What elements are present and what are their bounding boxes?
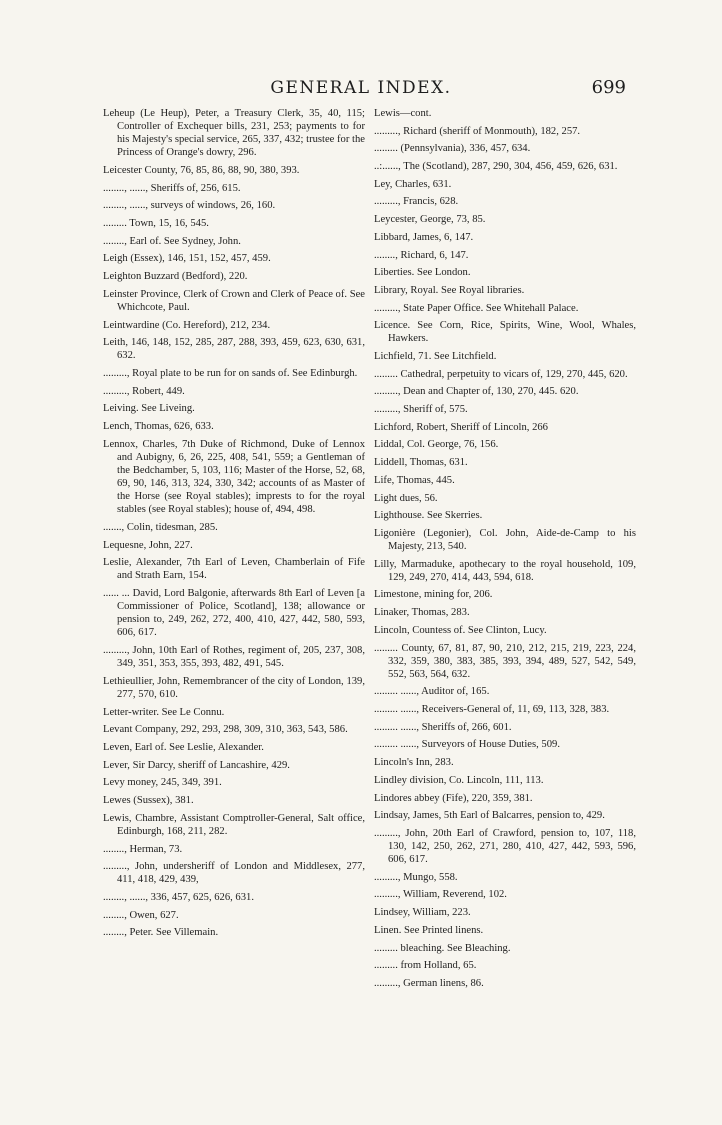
running-title: GENERAL INDEX. [270, 78, 452, 98]
index-entry: Liberties. See London. [374, 267, 471, 279]
index-entry: Liddell, Thomas, 631. [374, 457, 468, 469]
index-entry: Ley, Charles, 631. [374, 178, 452, 190]
right-column [374, 107, 636, 995]
index-entry: Ligonière (Legonier), Col. John, Aide-de-Camp to his Majesty, 213, 540. [374, 527, 636, 552]
index-entry: ........, ......, Sheriffs of, 256, 615. [103, 182, 241, 194]
index-entry: Leslie, Alexander, 7th Earl of Leven, Chamberlain of Fife and Strath Earn, 154. [103, 557, 365, 582]
index-entry: Letter-writer. See Le Connu. [103, 706, 225, 718]
index-entry: Linen. See Printed linens. [374, 924, 484, 936]
index-entry: Leith, 146, 148, 152, 285, 287, 288, 393, 459, 623, 630, 631, 632. [103, 337, 365, 362]
index-entry: ........., John, 20th Earl of Crawford, pension to, 107, 118, 130, 142, 250, 262, 271, 280, 410, 427, 442, 593, 596, 606, 617. [374, 827, 636, 866]
index-entry: Leven, Earl of. See Leslie, Alexander. [103, 742, 264, 753]
index-entry: ......... Cathedral, perpetuity to vicars of, 129, 270, 445, 620. [374, 368, 628, 380]
index-entry: ...... ... David, Lord Balgonie, afterwards 8th Earl of Leven [a Commissioner of Police, Scotland], 138; allowance or pension to, 249, 262, 272, 400, 410, 427, 442, 580, 593, 606, 617. [103, 588, 365, 639]
index-entry: Leheup (Le Heup), Peter, a Treasury Clerk, 35, 40, 115; Controller of Exchequer bills, 231, 253; payments to for his Majesty's special service, 265, 337, 432; trustee for the Princess of Orange's dowry, 296. [103, 108, 365, 159]
index-entry: ........., William, Reverend, 102. [374, 889, 507, 901]
index-entry: ........., John, undersheriff of London and Middlesex, 277, 411, 418, 429, 439, [103, 861, 365, 886]
index-entry: ........., Dean and Chapter of, 130, 270, 445. 620. [374, 386, 579, 398]
index-entry: ........, ......, 336, 457, 625, 626, 631. [103, 892, 254, 903]
index-entry: Licence. See Corn, Rice, Spirits, Wine, Wool, Whales, Hawkers. [374, 320, 636, 345]
index-entry: ........, Richard, 6, 147. [374, 249, 469, 261]
index-entry: ......... ......, Auditor of, 165. [374, 686, 490, 698]
index-entry: ......... ......, Sheriffs of, 266, 601. [374, 721, 512, 733]
index-entry: Life, Thomas, 445. [374, 474, 455, 486]
index-entry: Lever, Sir Darcy, sheriff of Lancashire, 429. [103, 759, 290, 771]
index-entry: Levant Company, 292, 293, 298, 309, 310, 363, 543, 586. [103, 724, 348, 736]
index-entry: Lewes (Sussex), 381. [103, 795, 194, 807]
index-entry: ........., Francis, 628. [374, 196, 459, 208]
index-entry: Leiving. See Liveing. [103, 403, 195, 415]
index-entry: Lindley division, Co. Lincoln, 111, 113. [374, 774, 544, 786]
index-entry: ......... ......, Surveyors of House Duties, 509. [374, 739, 560, 751]
index-entry: ........., Robert, 449. [103, 385, 185, 397]
index-entry: Lilly, Marmaduke, apothecary to the royal household, 109, 129, 249, 270, 414, 443, 594, 618. [374, 558, 636, 583]
index-entry: Lichfield, 71. See Litchfield. [374, 351, 497, 363]
index-entry: ........, Earl of. See Sydney, John. [103, 235, 241, 247]
index-entry: ........., Richard (sheriff of Monmouth), 182, 257. [374, 125, 581, 137]
page-number: 699 [591, 77, 626, 98]
index-entry: Lennox, Charles, 7th Duke of Richmond, Duke of Lennox and Aubigny, 6, 26, 225, 408, 541, 559; a Gentleman of the Bedchamber, 5, 103, 116; Master of the Horse, 52, 68, 69, 90, 146, 313, 324, 330, 342; accounts of as Master of the Horse (see Royal stables); imprests to for the royal stables (see Royal stables); house of, 494, 498. [103, 438, 365, 516]
index-entry: Library, Royal. See Royal libraries. [374, 284, 525, 296]
index-entry: Libbard, James, 6, 147. [374, 231, 474, 243]
index-entry: Liddal, Col. George, 76, 156. [374, 439, 499, 451]
index-entry: Lincoln, Countess of. See Clinton, Lucy. [374, 624, 547, 636]
index-entry: ........., John, 10th Earl of Rothes, regiment of, 205, 237, 308, 349, 351, 353, 355, 393, 482, 491, 545. [103, 645, 365, 670]
index-entry: Lethieullier, John, Remembrancer of the city of London, 139, 277, 570, 610. [103, 675, 365, 700]
index-entry: Lequesne, John, 227. [103, 539, 193, 551]
index-entry: ........, Peter. See Villemain. [103, 927, 219, 939]
index-entry: ........., Royal plate to be run for on sands of. See Edinburgh. [103, 368, 358, 380]
index-entry: Leycester, George, 73, 85. [374, 214, 486, 226]
index-entry: Lincoln's Inn, 283. [374, 757, 454, 769]
index-entry: ........, ......, surveys of windows, 26, 160. [103, 200, 276, 212]
index-entry: ........., Sheriff of, 575. [374, 404, 468, 416]
index-entry: Leigh (Essex), 146, 151, 152, 457, 459. [103, 253, 271, 265]
index-entry: Levy money, 245, 349, 391. [103, 777, 222, 789]
index-entry: ........., State Paper Office. See Whitehall Palace. [374, 302, 579, 314]
index-entry: ......... from Holland, 65. [374, 960, 477, 972]
index-entry: Limestone, mining for, 206. [374, 589, 493, 601]
index-entry: ......... County, 67, 81, 87, 90, 210, 212, 215, 219, 223, 224, 332, 359, 380, 383, 385, 393, 394, 489, 527, 542, 549, 552, 563, 564, 632. [374, 642, 636, 680]
index-entry: Leighton Buzzard (Bedford), 220. [103, 271, 248, 283]
index-entry: Lewis—cont. [374, 108, 432, 119]
index-entry: Light dues, 56. [374, 492, 438, 504]
index-entry: ........., German linens, 86. [374, 977, 484, 989]
index-entry: Leintwardine (Co. Hereford), 212, 234. [103, 319, 271, 331]
index-entry: ......... ......, Receivers-General of, 11, 69, 113, 328, 383. [374, 704, 610, 716]
index-entry: Leicester County, 76, 85, 86, 88, 90, 380, 393. [103, 164, 300, 176]
index-entry: Lichford, Robert, Sheriff of Lincoln, 266 [374, 421, 548, 433]
left-column [103, 107, 365, 944]
index-entry: Lindores abbey (Fife), 220, 359, 381. [374, 792, 533, 804]
index-entry: ..:......, The (Scotland), 287, 290, 304, 456, 459, 626, 631. [374, 161, 618, 173]
index-entry: Linaker, Thomas, 283. [374, 607, 470, 619]
index-entry: ........., Mungo, 558. [374, 871, 458, 883]
page-header [0, 78, 722, 102]
index-entry: ......... Town, 15, 16, 545. [103, 218, 209, 230]
index-entry: ......... (Pennsylvania), 336, 457, 634. [374, 143, 531, 155]
index-entry: ......... bleaching. See Bleaching. [374, 942, 511, 954]
index-entry: ........, Herman, 73. [103, 843, 183, 855]
index-entry: Lindsey, William, 223. [374, 907, 471, 919]
index-entry: ........, Owen, 627. [103, 909, 179, 921]
index-entry: Leinster Province, Clerk of Crown and Clerk of Peace of. See Whichcote, Paul. [103, 288, 365, 313]
index-entry: Lewis, Chambre, Assistant Comptroller-General, Salt office, Edinburgh, 168, 211, 282. [103, 812, 365, 837]
index-entry: Lighthouse. See Skerries. [374, 510, 483, 522]
index-entry: Lench, Thomas, 626, 633. [103, 421, 214, 433]
index-entry: Lindsay, James, 5th Earl of Balcarres, pension to, 429. [374, 810, 605, 822]
index-entry: ......., Colin, tidesman, 285. [103, 521, 218, 533]
